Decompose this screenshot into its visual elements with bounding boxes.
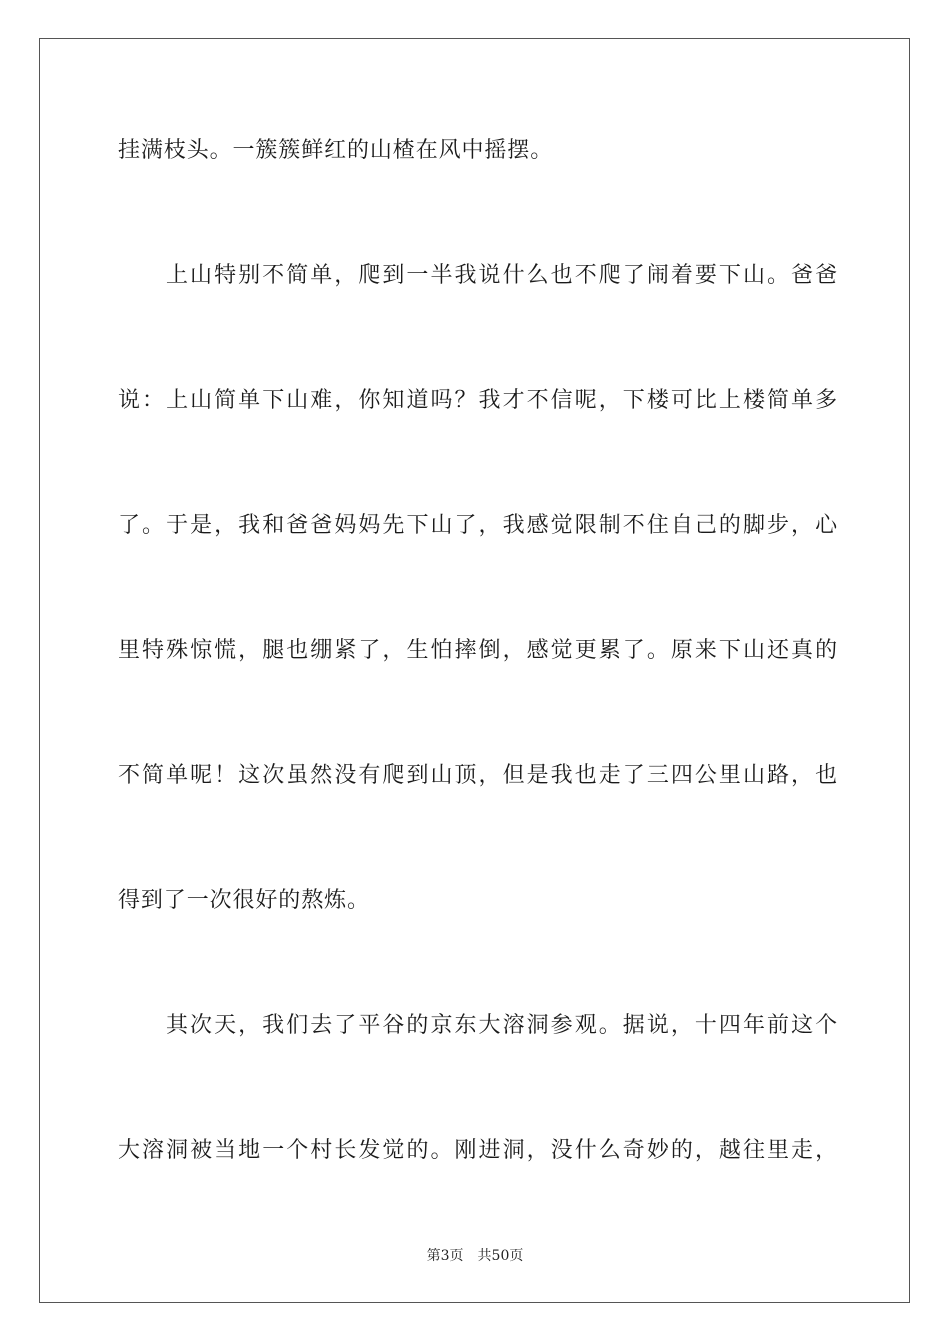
paragraph-line-7: 得到了一次很好的熬炼。 — [118, 888, 370, 913]
paragraph-line-9: 大溶洞被当地一个村长发觉的。刚进洞，没什么奇妙的，越往里走， — [118, 1138, 838, 1163]
page-border — [39, 38, 910, 1303]
paragraph-line-8: 其次天，我们去了平谷的京东大溶洞参观。据说，十四年前这个 — [166, 1013, 838, 1038]
page-footer — [0, 1246, 950, 1266]
page-total: 共50页 — [477, 1248, 524, 1264]
paragraph-line-4: 了。于是，我和爸爸妈妈先下山了，我感觉限制不住自己的脚步，心 — [118, 513, 838, 538]
page-number: 第3页 — [426, 1248, 464, 1264]
paragraph-line-3: 说：上山简单下山难，你知道吗？我才不信呢，下楼可比上楼简单多 — [118, 388, 838, 413]
paragraph-line-1: 挂满枝头。一簇簇鲜红的山楂在风中摇摆。 — [118, 138, 554, 163]
paragraph-line-5: 里特殊惊慌，腿也绷紧了，生怕摔倒，感觉更累了。原来下山还真的 — [118, 638, 838, 663]
paragraph-line-2: 上山特别不简单，爬到一半我说什么也不爬了闹着要下山。爸爸 — [166, 263, 838, 288]
paragraph-line-6: 不简单呢！这次虽然没有爬到山顶，但是我也走了三四公里山路，也 — [118, 763, 838, 788]
